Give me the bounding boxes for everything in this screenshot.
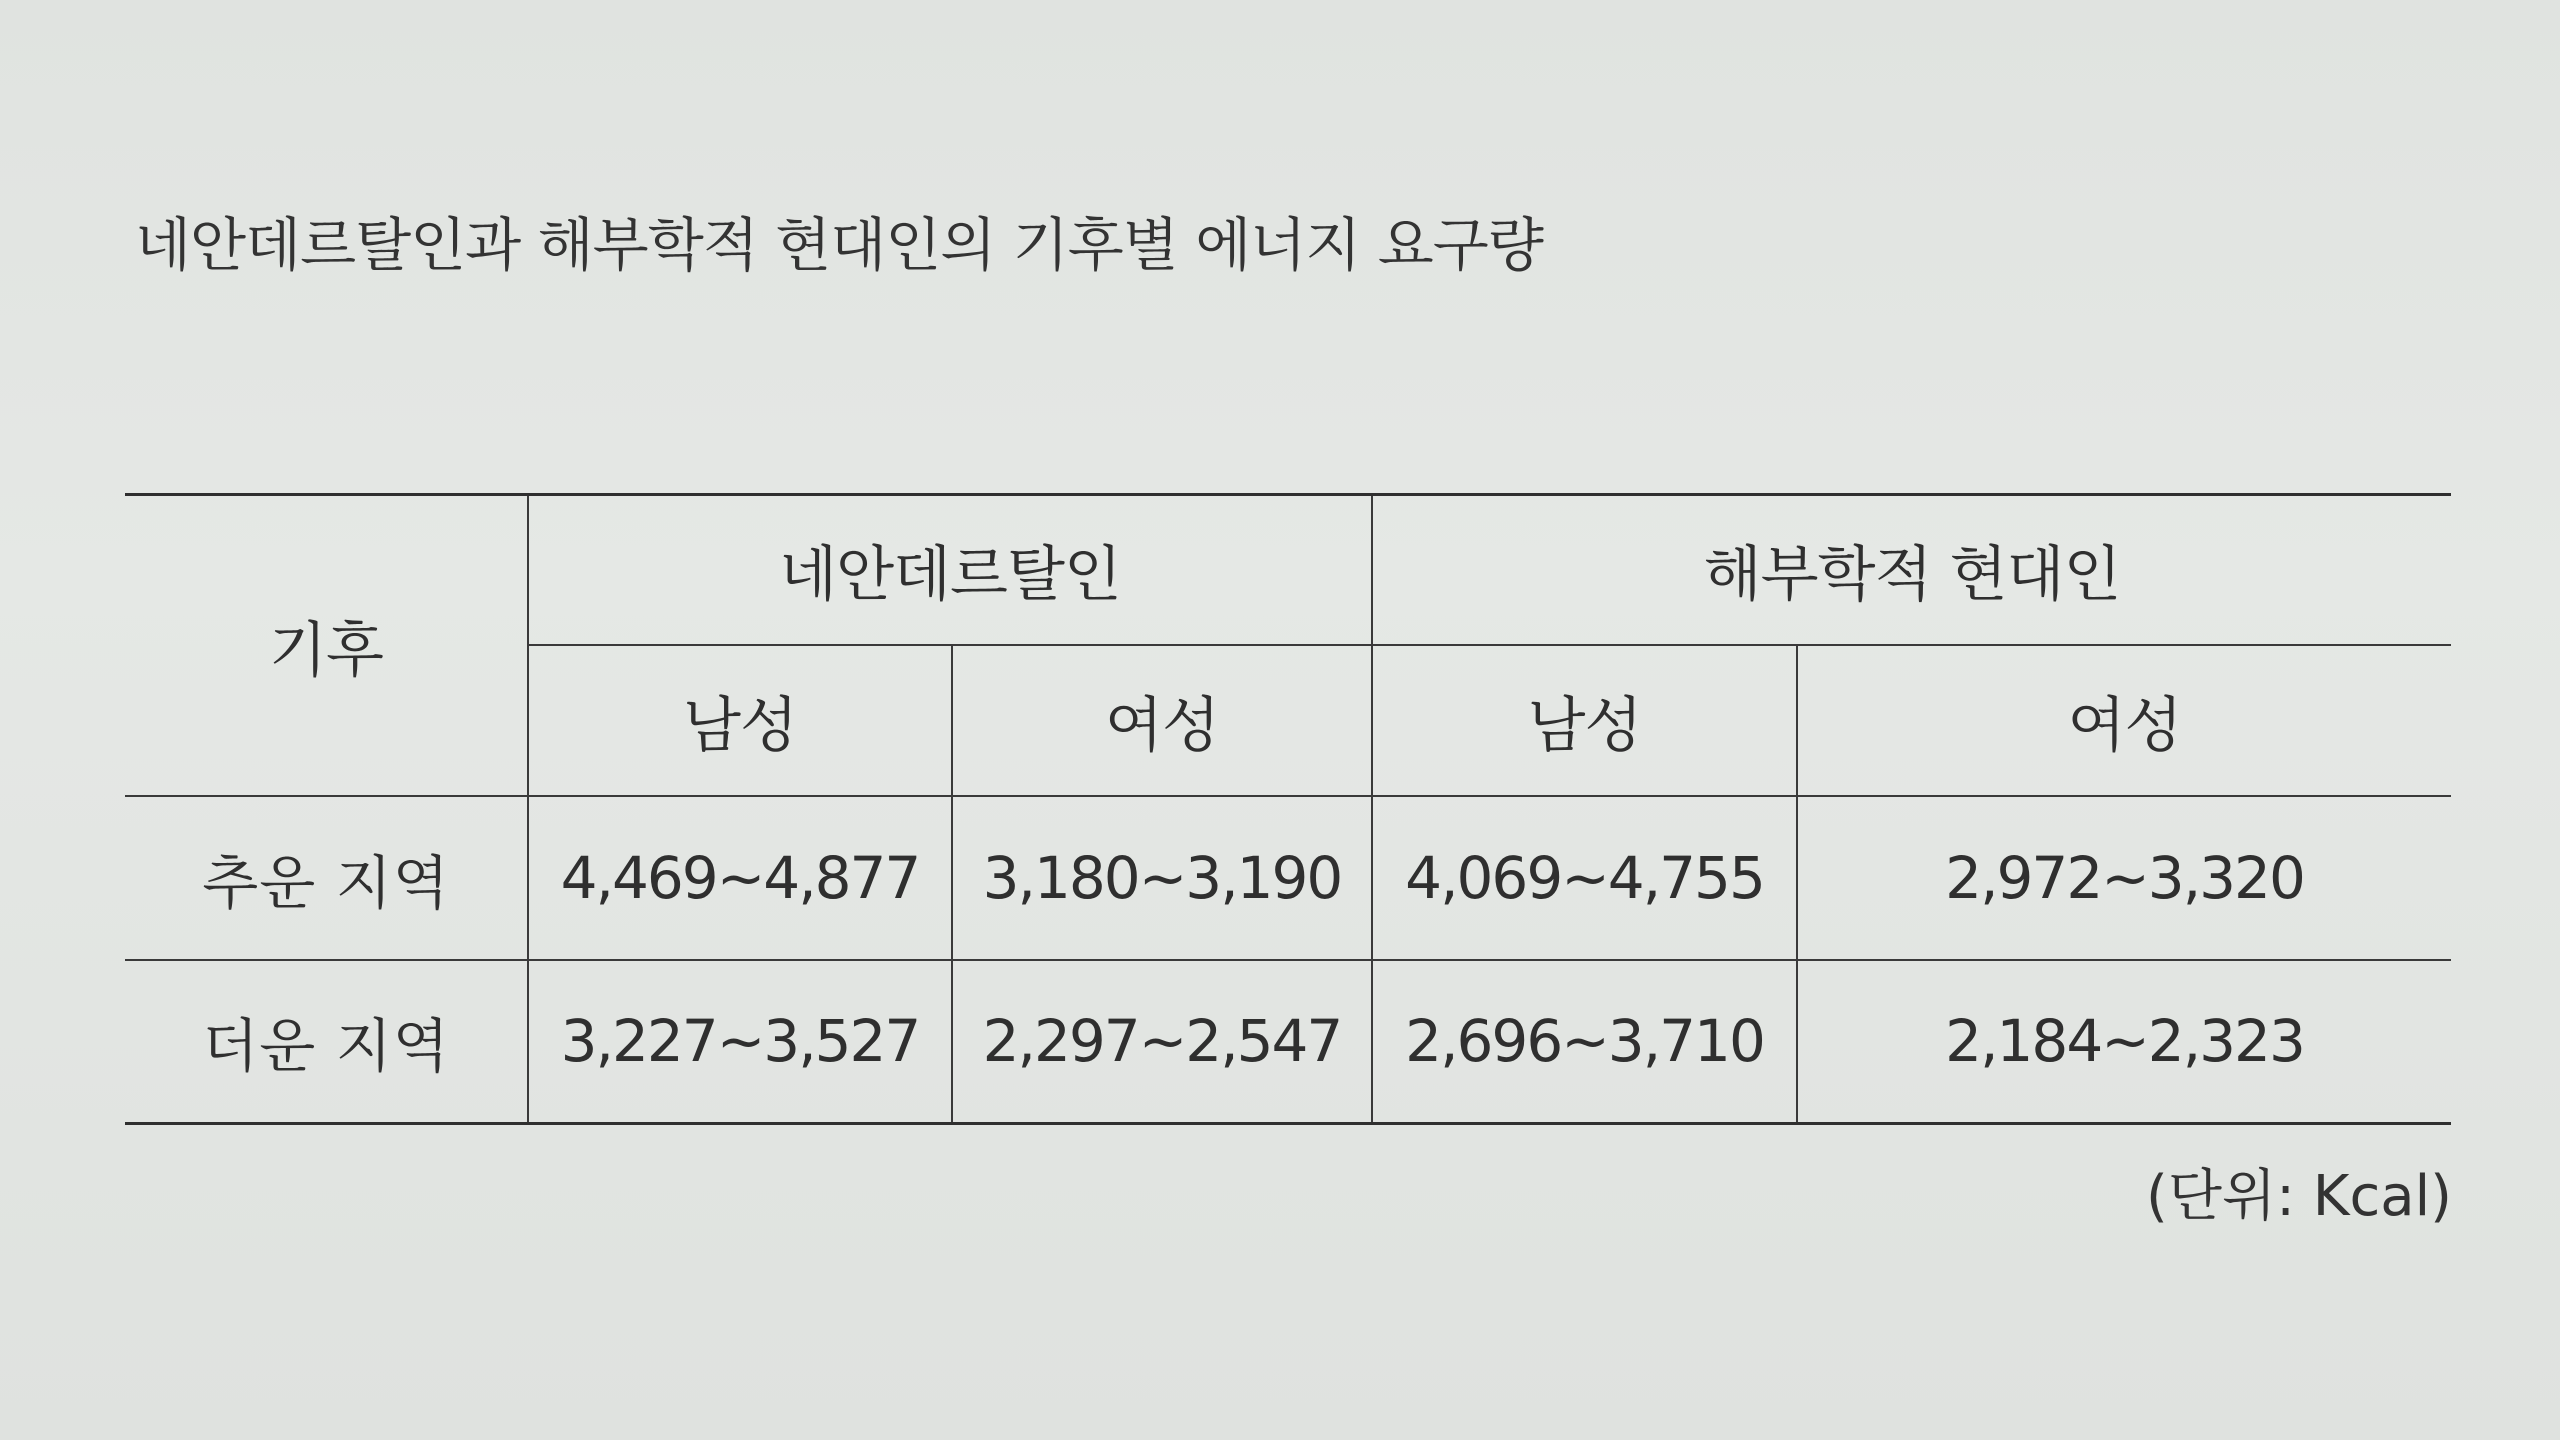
table-cell: 2,696~3,710 [1372, 960, 1797, 1124]
subheader-neanderthal-female: 여성 [952, 645, 1372, 796]
subheader-neanderthal-male: 남성 [528, 645, 952, 796]
table-cell: 4,469~4,877 [528, 796, 952, 960]
unit-note: (단위: Kcal) [2146, 1164, 2452, 1229]
table-title: 네안데르탈인과 해부학적 현대인의 기후별 에너지 요구량 [135, 211, 1543, 279]
table-cell: 2,297~2,547 [952, 960, 1372, 1124]
table-row [125, 796, 2451, 960]
table-cell: 3,227~3,527 [528, 960, 952, 1124]
table-row [125, 960, 2451, 1124]
table-cell: 2,184~2,323 [1797, 960, 2451, 1124]
row-label-hot: 더운 지역 [125, 960, 528, 1124]
climate-header: 기후 [125, 495, 528, 797]
group-header-neanderthal: 네안데르탈인 [528, 495, 1372, 646]
subheader-modern-male: 남성 [1372, 645, 1797, 796]
table-cell: 4,069~4,755 [1372, 796, 1797, 960]
row-label-cold: 추운 지역 [125, 796, 528, 960]
subheader-modern-female: 여성 [1797, 645, 2451, 796]
table-cell: 2,972~3,320 [1797, 796, 2451, 960]
table-cell: 3,180~3,190 [952, 796, 1372, 960]
energy-requirement-table [125, 493, 2451, 1125]
group-header-row [125, 495, 2451, 646]
group-header-modern-human: 해부학적 현대인 [1372, 495, 2451, 646]
